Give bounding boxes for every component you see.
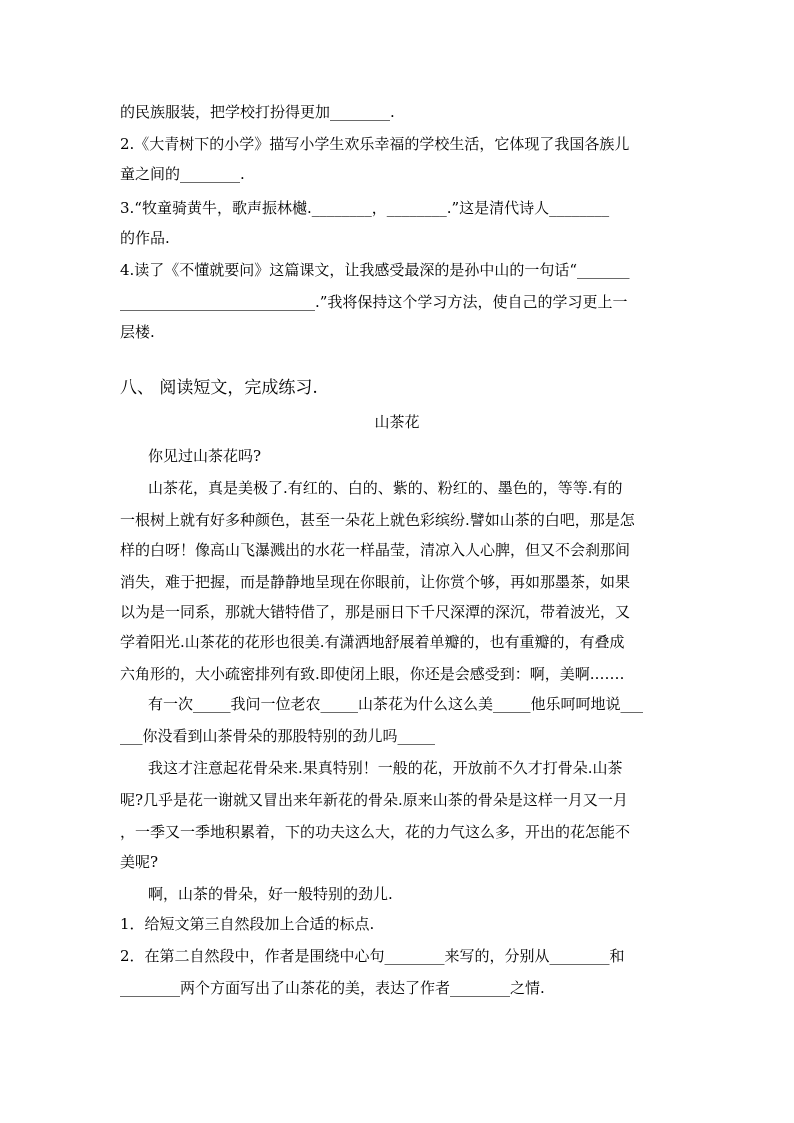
passage-paragraph-2-line-7: 六角形的，大小疏密排列有致.即使闭上眼，你还是会感受到：啊，美啊.……	[120, 665, 625, 683]
exercise-question-2-line-2: ________两个方面写出了山茶花的美，表达了作者________之情.	[120, 979, 545, 997]
passage-paragraph-2-line-4: 消失，难于把握，而是静静地呈现在你眼前，让你赏个够，再如那墨茶，如果	[120, 573, 631, 591]
passage-paragraph-2-line-1: 山茶花，真是美极了.有红的、白的、紫的、粉红的、墨色的，等等.有的	[148, 479, 623, 497]
fill-line-1: 的民族服装，把学校打扮得更加________.	[120, 103, 395, 121]
passage-paragraph-3-line-2: ___你没看到山茶骨朵的那股特别的劲儿吗_____	[120, 727, 436, 745]
passage-paragraph-2-line-6: 学着阳光.山茶花的花形也很美.有潇洒地舒展着单瓣的，也有重瓣的，有叠成	[120, 633, 625, 651]
passage-paragraph-2-line-5: 以为是一同系，那就大错特借了，那是丽日下千尺深潭的深沉，带着波光，又	[120, 603, 631, 621]
exercise-question-1: 1．给短文第三自然段加上合适的标点.	[120, 915, 375, 933]
passage-paragraph-4-line-3: ，一季又一季地积累着，下的功夫这么大，花的力气这么多，开出的花怎能不	[120, 823, 631, 841]
passage-paragraph-2-line-2: 一根树上就有好多种颜色，甚至一朵花上就色彩缤纷.譬如山茶的白吧，那是怎	[120, 511, 635, 529]
passage-paragraph-3-line-1: 有一次_____我问一位老农_____山茶花为什么这么美_____他乐呵呵地说___	[148, 695, 644, 713]
passage-paragraph-4-line-1: 我这才注意起花骨朵来.果真特别！一般的花，开放前不久才打骨朵.山茶	[148, 759, 623, 777]
passage-title: 山茶花	[374, 413, 420, 431]
passage-paragraph-1: 你见过山茶花吗?	[148, 447, 262, 465]
passage-paragraph-4-line-2: 呢?几乎是花一谢就又冒出来年新花的骨朵.原来山茶的骨朵是这样一月又一月	[120, 791, 628, 809]
fill-line-3: 童之间的________.	[120, 165, 245, 183]
section-heading: 八、 阅读短文，完成练习.	[120, 378, 318, 398]
passage-paragraph-2-line-3: 样的白呀！像高山飞瀑溅出的水花一样晶莹，清凉入人心脾，但又不会刹那间	[120, 541, 631, 559]
fill-question-2: 2.《大青树下的小学》描写小学生欢乐幸福的学校生活，它体现了我国各族儿	[120, 135, 630, 153]
exercise-question-2: 2．在第二自然段中，作者是围绕中心句________来写的，分别从________和	[120, 947, 625, 965]
fill-line-8: 层楼.	[120, 323, 155, 341]
fill-question-3: 3.“牧童骑黄牛，歌声振林樾.________，________.”这是清代诗人________	[120, 199, 610, 217]
passage-paragraph-4-line-4: 美呢?	[120, 853, 159, 871]
fill-line-5: 的作品.	[120, 229, 170, 247]
passage-paragraph-5: 啊，山茶的骨朵，好一般特别的劲儿.	[148, 885, 393, 903]
fill-line-7: __________________________.”我将保持这个学习方法，使自己的学习更上一	[120, 293, 628, 311]
fill-question-4: 4.读了《不懂就要问》这篇课文，让我感受最深的是孙中山的一句话“_______	[120, 261, 630, 279]
